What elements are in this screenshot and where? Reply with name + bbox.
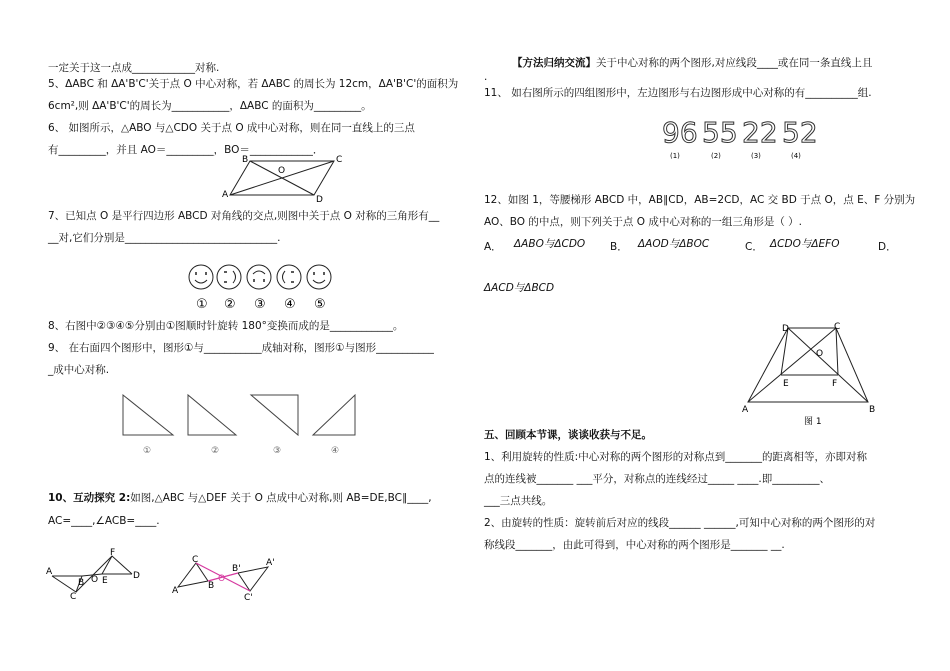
label-e: E bbox=[783, 379, 789, 389]
label-a: A bbox=[172, 586, 179, 596]
face-3 bbox=[247, 265, 271, 289]
digit-label-2: (2) bbox=[711, 152, 721, 160]
label-o: O bbox=[278, 166, 286, 176]
triangle-4 bbox=[313, 395, 355, 435]
question-11: 11、 如右图所示的四组图形中，左边图形与右边图形成中心对称的有__________组. bbox=[484, 87, 872, 99]
segment-fc bbox=[836, 328, 838, 375]
option-a-label: A． bbox=[484, 241, 502, 253]
digit-label-4: (4) bbox=[791, 152, 801, 160]
question-12-line-1: 12、如图 1，等腰梯形 ABCD 中，AB∥CD，AB=2CD，AC 交 BD 于点 O，点 E、F 分别为 bbox=[484, 194, 916, 206]
question-7-line-1: 7、已知点 O 是平行四边形 ABCD 对角线的交点,则图中关于点 O 对称的三角形有__ bbox=[48, 210, 440, 222]
figure-q10-left bbox=[46, 548, 142, 600]
label-b: B bbox=[78, 578, 85, 588]
label-c: C bbox=[834, 322, 841, 332]
triangle-1 bbox=[123, 395, 173, 435]
label-a-prime: A' bbox=[266, 558, 275, 568]
label-d: D bbox=[133, 571, 140, 581]
option-c: ΔCDO与ΔEFO bbox=[770, 238, 840, 250]
label-f: F bbox=[110, 548, 116, 558]
label-e: E bbox=[102, 576, 108, 586]
triangle-2 bbox=[188, 395, 236, 435]
figure-q6-parallelogram bbox=[222, 155, 344, 203]
label-c-prime: C' bbox=[244, 593, 253, 603]
label-d: D bbox=[782, 324, 789, 334]
label-o: O bbox=[91, 575, 99, 585]
face-5 bbox=[307, 265, 331, 289]
label-b-prime: B' bbox=[232, 564, 241, 574]
label-b: B bbox=[208, 581, 215, 591]
digit-group-2: 55 bbox=[702, 116, 738, 149]
question-6-line-1: 6、 如图所示，△ABO 与△CDO 关于点 O 成中心对称，则在同一直线上的三点 bbox=[48, 122, 415, 134]
method-summary-line bbox=[512, 56, 872, 70]
face-label-1: ① bbox=[196, 297, 208, 312]
option-b-label: B． bbox=[610, 241, 628, 253]
method-summary-heading: 【方法归纳交流】 bbox=[512, 57, 596, 69]
digit-group-3: 22 bbox=[742, 116, 778, 149]
question-9-line-1: 9、 在右面四个图形中，图形①与___________成轴对称，图形①与图形___________ bbox=[48, 342, 434, 354]
diagonal-ac bbox=[748, 328, 836, 402]
question-10-line-1 bbox=[48, 491, 432, 505]
label-a: A bbox=[222, 190, 229, 200]
review-1-line-2: 点的连线被_______ ___平分，对称点的连线经过_____ ____.即_________、 bbox=[484, 473, 831, 485]
review-1-line-3: ___三点共线。 bbox=[484, 495, 553, 507]
method-summary-text: 关于中心对称的两个图形,对应线段____或在同一条直线上且 bbox=[596, 57, 873, 69]
label-b: B bbox=[242, 155, 249, 165]
option-d-label: D． bbox=[878, 241, 897, 253]
text-line-blank-symmetry: 一定关于这一点成____________对称. bbox=[48, 62, 220, 74]
review-1-line-1: 1、利用旋转的性质:中心对称的两个图形的对称点到_______的距离相等，亦即对称 bbox=[484, 451, 867, 463]
digit-group-1: 96 bbox=[662, 116, 698, 149]
face-2 bbox=[217, 265, 241, 289]
label-b: B bbox=[869, 405, 876, 415]
question-6-line-2: 有_________，并且 AO＝_________，BO＝____________． bbox=[48, 144, 324, 156]
triangle-label-4: ④ bbox=[331, 446, 340, 456]
section-5-heading: 五、回顾本节课，谈谈收获与不足。 bbox=[484, 429, 652, 441]
triangle-label-3: ③ bbox=[273, 446, 282, 456]
triangle-label-2: ② bbox=[211, 446, 220, 456]
label-f: F bbox=[832, 379, 838, 389]
figure-q10-right bbox=[172, 553, 276, 603]
option-b: ΔAOD与ΔBOC bbox=[638, 238, 710, 250]
figure-1-caption: 图 1 bbox=[804, 417, 822, 427]
question-10-text: 如图,△ABC 与△DEF 关于 O 点成中心对称,则 AB=DE,BC∥____, bbox=[130, 492, 432, 504]
trapezoid-abcd bbox=[748, 328, 868, 402]
question-9-line-2: _成中心对称. bbox=[48, 364, 110, 376]
interactive-explore-label: 10、互动探究 2: bbox=[48, 492, 131, 504]
question-5-line-2: 6cm²,则 ΔA'B'C'的周长为___________，ΔABC 的面积为_________。 bbox=[48, 100, 372, 112]
label-a: A bbox=[742, 405, 749, 415]
label-d: D bbox=[316, 195, 323, 203]
digit-label-3: (3) bbox=[751, 152, 761, 160]
figure-1-trapezoid bbox=[738, 318, 888, 430]
question-10-line-2: AC=____,∠ACB=____. bbox=[48, 515, 160, 527]
label-c: C bbox=[70, 592, 77, 600]
question-8: 8、右图中②③④⑤分别由①图顺时针旋转 180°变换而成的是____________。 bbox=[48, 320, 404, 332]
label-c: C bbox=[192, 555, 199, 565]
triangle-def bbox=[102, 556, 132, 574]
option-c-label: C． bbox=[745, 241, 763, 253]
review-2-line-2: 称线段_______，由此可得到，中心对称的两个图形是_______ __. bbox=[484, 539, 785, 551]
figure-q11-digits bbox=[660, 116, 820, 164]
label-o: O bbox=[816, 349, 824, 359]
digit-label-1: (1) bbox=[670, 152, 680, 160]
face-label-4: ④ bbox=[284, 297, 296, 312]
question-5-line-1: 5、ΔABC 和 ΔA'B'C'关于点 O 中心对称，若 ΔABC 的周长为 12cm，ΔA'B'C'的面积为 bbox=[48, 78, 459, 90]
review-2-line-1: 2、由旋转的性质：旋转前后对应的线段______ ______,可知中心对称的两个图形的对 bbox=[484, 517, 876, 529]
face-label-2: ② bbox=[224, 297, 236, 312]
figure-q9-triangles bbox=[118, 390, 363, 460]
question-7-line-2: __对,它们分别是_____________________________. bbox=[48, 232, 281, 244]
face-label-3: ③ bbox=[254, 297, 266, 312]
option-d: ΔACD与ΔBCD bbox=[484, 282, 555, 294]
triangle-label-1: ① bbox=[143, 446, 152, 456]
triangle-3 bbox=[251, 395, 298, 435]
face-1 bbox=[189, 265, 213, 289]
face-4 bbox=[277, 265, 301, 289]
label-c: C bbox=[336, 155, 343, 165]
option-a: ΔABO与ΔCDO bbox=[514, 238, 586, 250]
label-a: A bbox=[46, 567, 53, 577]
question-12-line-2: AO、BO 的中点，则下列关于点 O 成中心对称的一组三角形是（ ）. bbox=[484, 216, 802, 228]
diagonal-bd bbox=[788, 328, 868, 402]
method-summary-dot: . bbox=[484, 71, 488, 83]
face-label-5: ⑤ bbox=[314, 297, 326, 312]
label-o: O bbox=[218, 574, 226, 584]
figure-faces bbox=[186, 262, 336, 314]
digit-group-4: 52 bbox=[782, 116, 818, 149]
